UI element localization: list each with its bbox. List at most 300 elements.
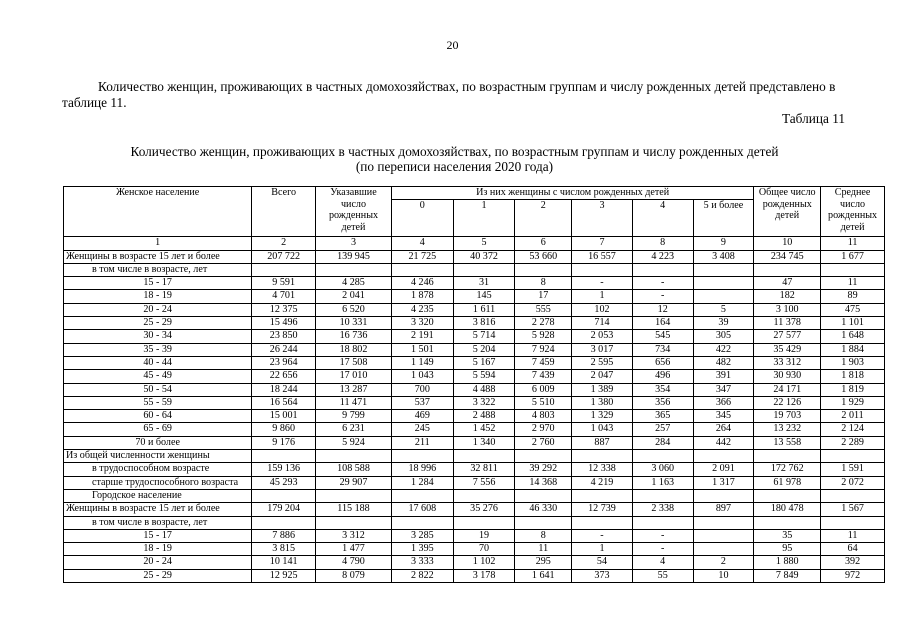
table-cell <box>453 263 515 276</box>
table-cell: 1 880 <box>754 556 821 569</box>
row-label: 40 - 44 <box>64 356 252 369</box>
row-label: Женщины в возрасте 15 лет и более <box>64 250 252 263</box>
table-cell: 2 289 <box>821 436 885 449</box>
table-cell: 2 760 <box>515 436 572 449</box>
table-cell: 11 <box>821 277 885 290</box>
table-cell <box>821 450 885 463</box>
table-cell <box>821 516 885 529</box>
table-cell: 2 072 <box>821 476 885 489</box>
table-cell: 16 557 <box>572 250 633 263</box>
table-cell: 29 907 <box>316 476 392 489</box>
table-cell <box>693 277 754 290</box>
table-row <box>64 529 885 542</box>
table-cell: 13 232 <box>754 423 821 436</box>
row-label: Из общей численности женщины <box>64 450 252 463</box>
table-cell: 1 <box>572 543 633 556</box>
table-row <box>64 356 885 369</box>
col-number: 10 <box>754 237 821 250</box>
table-cell: 3 100 <box>754 303 821 316</box>
table-row <box>64 303 885 316</box>
table-cell: 13 287 <box>316 383 392 396</box>
row-label: 30 - 34 <box>64 330 252 343</box>
table-cell: 734 <box>632 343 693 356</box>
table-cell: 295 <box>515 556 572 569</box>
table-cell: 10 331 <box>316 317 392 330</box>
table-cell: 3 816 <box>453 317 515 330</box>
table-cell: 61 978 <box>754 476 821 489</box>
table-cell: 700 <box>391 383 453 396</box>
table-cell <box>391 489 453 502</box>
table-cell: 164 <box>632 317 693 330</box>
table-cell <box>252 489 316 502</box>
table-cell: 422 <box>693 343 754 356</box>
row-label: старше трудоспособного возраста <box>64 476 252 489</box>
row-label: 45 - 49 <box>64 370 252 383</box>
table-cell: 89 <box>821 290 885 303</box>
table-cell: 2 191 <box>391 330 453 343</box>
header-sub-1: 1 <box>453 200 515 237</box>
table-cell <box>693 450 754 463</box>
table-cell <box>693 263 754 276</box>
col-number: 9 <box>693 237 754 250</box>
table-cell: 19 <box>453 529 515 542</box>
table-cell: 35 <box>754 529 821 542</box>
table-cell: 8 079 <box>316 569 392 582</box>
table-cell: 53 660 <box>515 250 572 263</box>
row-label: 70 и более <box>64 436 252 449</box>
table-cell: 13 558 <box>754 436 821 449</box>
table-cell: 21 725 <box>391 250 453 263</box>
table-cell: 366 <box>693 396 754 409</box>
table-cell: 4 790 <box>316 556 392 569</box>
table-cell: 7 886 <box>252 529 316 542</box>
row-label: в трудоспособном возрасте <box>64 463 252 476</box>
table-cell: 5 167 <box>453 356 515 369</box>
table-cell: 5 204 <box>453 343 515 356</box>
row-label: 55 - 59 <box>64 396 252 409</box>
table-cell: 1 567 <box>821 503 885 516</box>
table-cell <box>316 489 392 502</box>
table-cell: 7 556 <box>453 476 515 489</box>
table-cell <box>632 489 693 502</box>
table-cell: 4 246 <box>391 277 453 290</box>
table-cell: 211 <box>391 436 453 449</box>
table-cell: 345 <box>693 410 754 423</box>
col-number: 11 <box>821 237 885 250</box>
table-row <box>64 569 885 582</box>
table-cell: 64 <box>821 543 885 556</box>
table-cell: 1 818 <box>821 370 885 383</box>
table-cell <box>515 489 572 502</box>
table-cell: 9 860 <box>252 423 316 436</box>
table-cell: 2 278 <box>515 317 572 330</box>
table-cell <box>453 450 515 463</box>
table-cell: 16 736 <box>316 330 392 343</box>
table-cell: 12 925 <box>252 569 316 582</box>
table-cell: 2 011 <box>821 410 885 423</box>
table-cell: 17 608 <box>391 503 453 516</box>
table-cell: 4 223 <box>632 250 693 263</box>
table-title <box>62 144 847 174</box>
table-cell: 1 149 <box>391 356 453 369</box>
table-cell <box>572 516 633 529</box>
table-cell: 7 439 <box>515 370 572 383</box>
header-total: Всего <box>252 187 316 237</box>
table-cell: 139 945 <box>316 250 392 263</box>
table-cell: 234 745 <box>754 250 821 263</box>
table-cell: 159 136 <box>252 463 316 476</box>
row-label: 18 - 19 <box>64 290 252 303</box>
table-cell <box>316 516 392 529</box>
header-sub-5plus: 5 и более <box>693 200 754 237</box>
table-row <box>64 516 885 529</box>
table-cell: 1 284 <box>391 476 453 489</box>
table-cell: 2 047 <box>572 370 633 383</box>
table-cell: 22 126 <box>754 396 821 409</box>
col-number: 2 <box>252 237 316 250</box>
table-subtitle: (по переписи населения 2020 года) <box>355 159 554 174</box>
table-cell: 356 <box>632 396 693 409</box>
table-cell: 1 317 <box>693 476 754 489</box>
table-cell: - <box>572 529 633 542</box>
table-cell: 11 471 <box>316 396 392 409</box>
table-cell: 4 235 <box>391 303 453 316</box>
table-cell: 4 803 <box>515 410 572 423</box>
table-cell: 1 163 <box>632 476 693 489</box>
table-cell: 972 <box>821 569 885 582</box>
table-cell <box>693 543 754 556</box>
table-cell: 3 017 <box>572 343 633 356</box>
table-cell: 392 <box>821 556 885 569</box>
table-cell: 6 520 <box>316 303 392 316</box>
table-row <box>64 383 885 396</box>
table-cell <box>252 263 316 276</box>
table-row <box>64 463 885 476</box>
table-cell: 1 641 <box>515 569 572 582</box>
table-cell: 4 285 <box>316 277 392 290</box>
table-cell: 482 <box>693 356 754 369</box>
table-cell: 35 276 <box>453 503 515 516</box>
table-cell: 22 656 <box>252 370 316 383</box>
table-row <box>64 476 885 489</box>
table-cell <box>632 450 693 463</box>
header-average-children: Среднее число рожденных детей <box>821 187 885 237</box>
table-cell: 714 <box>572 317 633 330</box>
table-cell: 1 043 <box>391 370 453 383</box>
table-cell <box>515 263 572 276</box>
row-label: 15 - 17 <box>64 529 252 542</box>
table-cell: 108 588 <box>316 463 392 476</box>
table-title-line: Количество женщин, проживающих в частных домохозяйствах, по возрастным группам и числу рожденных детей <box>130 144 779 159</box>
table-cell <box>632 263 693 276</box>
women-children-table <box>63 186 885 583</box>
table-cell <box>453 516 515 529</box>
table-cell: 17 010 <box>316 370 392 383</box>
table-cell: 5 928 <box>515 330 572 343</box>
table-cell: 32 811 <box>453 463 515 476</box>
table-cell: 8 <box>515 529 572 542</box>
row-label: 35 - 39 <box>64 343 252 356</box>
table-cell: 4 219 <box>572 476 633 489</box>
table-cell: 245 <box>391 423 453 436</box>
table-cell: 179 204 <box>252 503 316 516</box>
table-cell: 27 577 <box>754 330 821 343</box>
table-cell: 12 739 <box>572 503 633 516</box>
row-label: 18 - 19 <box>64 543 252 556</box>
table-cell: - <box>632 290 693 303</box>
table-row <box>64 250 885 263</box>
table-row <box>64 556 885 569</box>
table-cell: 469 <box>391 410 453 423</box>
table-cell: 5 594 <box>453 370 515 383</box>
table-cell: 3 408 <box>693 250 754 263</box>
table-cell: 3 178 <box>453 569 515 582</box>
table-cell: 12 338 <box>572 463 633 476</box>
table-cell: 3 312 <box>316 529 392 542</box>
table-row <box>64 290 885 303</box>
table-cell: 257 <box>632 423 693 436</box>
table-cell: 11 <box>821 529 885 542</box>
table-cell <box>391 516 453 529</box>
table-cell: 10 141 <box>252 556 316 569</box>
table-cell: 2 124 <box>821 423 885 436</box>
table-cell: 207 722 <box>252 250 316 263</box>
header-population: Женское население <box>64 187 252 237</box>
table-cell: 5 924 <box>316 436 392 449</box>
table-cell: 354 <box>632 383 693 396</box>
table-cell: 6 009 <box>515 383 572 396</box>
table-cell: 3 320 <box>391 317 453 330</box>
table-cell: 26 244 <box>252 343 316 356</box>
table-cell: 1 677 <box>821 250 885 263</box>
table-cell: 4 <box>632 556 693 569</box>
table-cell <box>821 489 885 502</box>
table-cell: 1 380 <box>572 396 633 409</box>
table-row <box>64 543 885 556</box>
col-number: 7 <box>572 237 633 250</box>
table-cell: 40 372 <box>453 250 515 263</box>
table-cell: 39 <box>693 317 754 330</box>
table-cell: 24 171 <box>754 383 821 396</box>
table-cell <box>754 516 821 529</box>
table-cell <box>821 263 885 276</box>
table-cell <box>515 450 572 463</box>
table-cell: 264 <box>693 423 754 436</box>
table-cell: 9 799 <box>316 410 392 423</box>
table-cell: 3 333 <box>391 556 453 569</box>
table-cell: 9 591 <box>252 277 316 290</box>
table-row <box>64 330 885 343</box>
table-cell <box>632 516 693 529</box>
table-cell: 2 488 <box>453 410 515 423</box>
table-cell: 18 244 <box>252 383 316 396</box>
table-cell: 3 060 <box>632 463 693 476</box>
header-sub-4: 4 <box>632 200 693 237</box>
row-label: 60 - 64 <box>64 410 252 423</box>
table-cell <box>391 263 453 276</box>
table-cell: 1 477 <box>316 543 392 556</box>
table-cell: 3 285 <box>391 529 453 542</box>
table-row <box>64 263 885 276</box>
table-cell: 1 929 <box>821 396 885 409</box>
row-label: 25 - 29 <box>64 569 252 582</box>
table-row <box>64 410 885 423</box>
table-cell: 19 703 <box>754 410 821 423</box>
table-cell: 10 <box>693 569 754 582</box>
table-cell: 12 375 <box>252 303 316 316</box>
table-cell: 102 <box>572 303 633 316</box>
table-cell: 95 <box>754 543 821 556</box>
table-cell: 145 <box>453 290 515 303</box>
header-sub-3: 3 <box>572 200 633 237</box>
table-cell: 2 970 <box>515 423 572 436</box>
table-cell: 5 <box>693 303 754 316</box>
table-cell: 2 338 <box>632 503 693 516</box>
table-cell: 2 091 <box>693 463 754 476</box>
table-cell: 1 501 <box>391 343 453 356</box>
table-cell <box>572 489 633 502</box>
col-number: 8 <box>632 237 693 250</box>
table-cell: 4 488 <box>453 383 515 396</box>
table-row <box>64 423 885 436</box>
table-cell: 305 <box>693 330 754 343</box>
table-cell: 1 819 <box>821 383 885 396</box>
table-cell: 555 <box>515 303 572 316</box>
table-row <box>64 450 885 463</box>
table-number: Таблица 11 <box>781 111 845 126</box>
table-cell: 12 <box>632 303 693 316</box>
table-cell <box>316 450 392 463</box>
table-cell: 16 564 <box>252 396 316 409</box>
table-cell: 1 878 <box>391 290 453 303</box>
table-cell: 55 <box>632 569 693 582</box>
table-cell: - <box>632 543 693 556</box>
row-label: 25 - 29 <box>64 317 252 330</box>
table-cell: 365 <box>632 410 693 423</box>
table-cell <box>453 489 515 502</box>
row-label: 20 - 24 <box>64 556 252 569</box>
table-cell: 11 378 <box>754 317 821 330</box>
table-cell: 54 <box>572 556 633 569</box>
table-cell <box>515 516 572 529</box>
row-label: в том числе в возрасте, лет <box>64 263 252 276</box>
table-cell: - <box>632 529 693 542</box>
table-cell: 3 815 <box>252 543 316 556</box>
table-cell: 5 714 <box>453 330 515 343</box>
table-cell: 39 292 <box>515 463 572 476</box>
table-cell: 31 <box>453 277 515 290</box>
row-label: в том числе в возрасте, лет <box>64 516 252 529</box>
table-cell: 656 <box>632 356 693 369</box>
table-body <box>64 250 885 582</box>
table-cell: 5 510 <box>515 396 572 409</box>
row-label: 20 - 24 <box>64 303 252 316</box>
table-cell: - <box>572 277 633 290</box>
header-overall-children: Общее число рожденных детей <box>754 187 821 237</box>
header-sub-0: 0 <box>391 200 453 237</box>
table-cell <box>391 450 453 463</box>
table-cell: 373 <box>572 569 633 582</box>
table-cell: 1 340 <box>453 436 515 449</box>
table-cell: 2 041 <box>316 290 392 303</box>
table-cell: 33 312 <box>754 356 821 369</box>
table-cell: 18 996 <box>391 463 453 476</box>
table-cell: 182 <box>754 290 821 303</box>
table-cell <box>572 450 633 463</box>
table-cell: 115 188 <box>316 503 392 516</box>
table-cell: 1 452 <box>453 423 515 436</box>
table-cell: 347 <box>693 383 754 396</box>
table-cell: 45 293 <box>252 476 316 489</box>
table-row <box>64 277 885 290</box>
table-row <box>64 396 885 409</box>
col-number: 4 <box>391 237 453 250</box>
table-cell: 1 <box>572 290 633 303</box>
table-cell: 172 762 <box>754 463 821 476</box>
header-indicated: Указавшие число рожденных детей <box>316 187 392 237</box>
table-row <box>64 489 885 502</box>
table-cell: 180 478 <box>754 503 821 516</box>
table-cell <box>693 290 754 303</box>
table-cell: 1 884 <box>821 343 885 356</box>
table-cell: 496 <box>632 370 693 383</box>
table-cell: 897 <box>693 503 754 516</box>
col-number: 3 <box>316 237 392 250</box>
table-cell: 35 429 <box>754 343 821 356</box>
table-cell: 1 591 <box>821 463 885 476</box>
table-cell: 887 <box>572 436 633 449</box>
table-cell: 1 648 <box>821 330 885 343</box>
table-cell: 18 802 <box>316 343 392 356</box>
table-cell: 23 964 <box>252 356 316 369</box>
table-cell: 46 330 <box>515 503 572 516</box>
header-sub-2: 2 <box>515 200 572 237</box>
intro-paragraph: Количество женщин, проживающих в частных домохозяйствах, по возрастным группам и числу рожденных детей представлено в таблице 11. <box>62 79 836 110</box>
table-cell <box>754 489 821 502</box>
table-cell: 1 101 <box>821 317 885 330</box>
table-cell: - <box>632 277 693 290</box>
row-label: Женщины в возрасте 15 лет и более <box>64 503 252 516</box>
table-cell: 1 903 <box>821 356 885 369</box>
header-children-group: Из них женщины с числом рожденных детей <box>391 187 753 200</box>
table-cell: 4 701 <box>252 290 316 303</box>
table-row <box>64 343 885 356</box>
table-row <box>64 436 885 449</box>
col-number: 5 <box>453 237 515 250</box>
table-cell <box>693 516 754 529</box>
table-cell: 1 389 <box>572 383 633 396</box>
table-cell <box>316 263 392 276</box>
table-cell: 537 <box>391 396 453 409</box>
table-cell: 442 <box>693 436 754 449</box>
table-cell <box>754 263 821 276</box>
table-cell: 7 459 <box>515 356 572 369</box>
table-row <box>64 317 885 330</box>
table-cell: 391 <box>693 370 754 383</box>
table-cell: 2 822 <box>391 569 453 582</box>
row-label: Городское население <box>64 489 252 502</box>
col-number: 6 <box>515 237 572 250</box>
table-cell: 17 <box>515 290 572 303</box>
col-number: 1 <box>64 237 252 250</box>
table-cell: 2 <box>693 556 754 569</box>
table-cell: 545 <box>632 330 693 343</box>
table-cell: 1 611 <box>453 303 515 316</box>
table-cell: 1 329 <box>572 410 633 423</box>
table-cell: 1 395 <box>391 543 453 556</box>
row-label: 15 - 17 <box>64 277 252 290</box>
table-cell <box>693 489 754 502</box>
